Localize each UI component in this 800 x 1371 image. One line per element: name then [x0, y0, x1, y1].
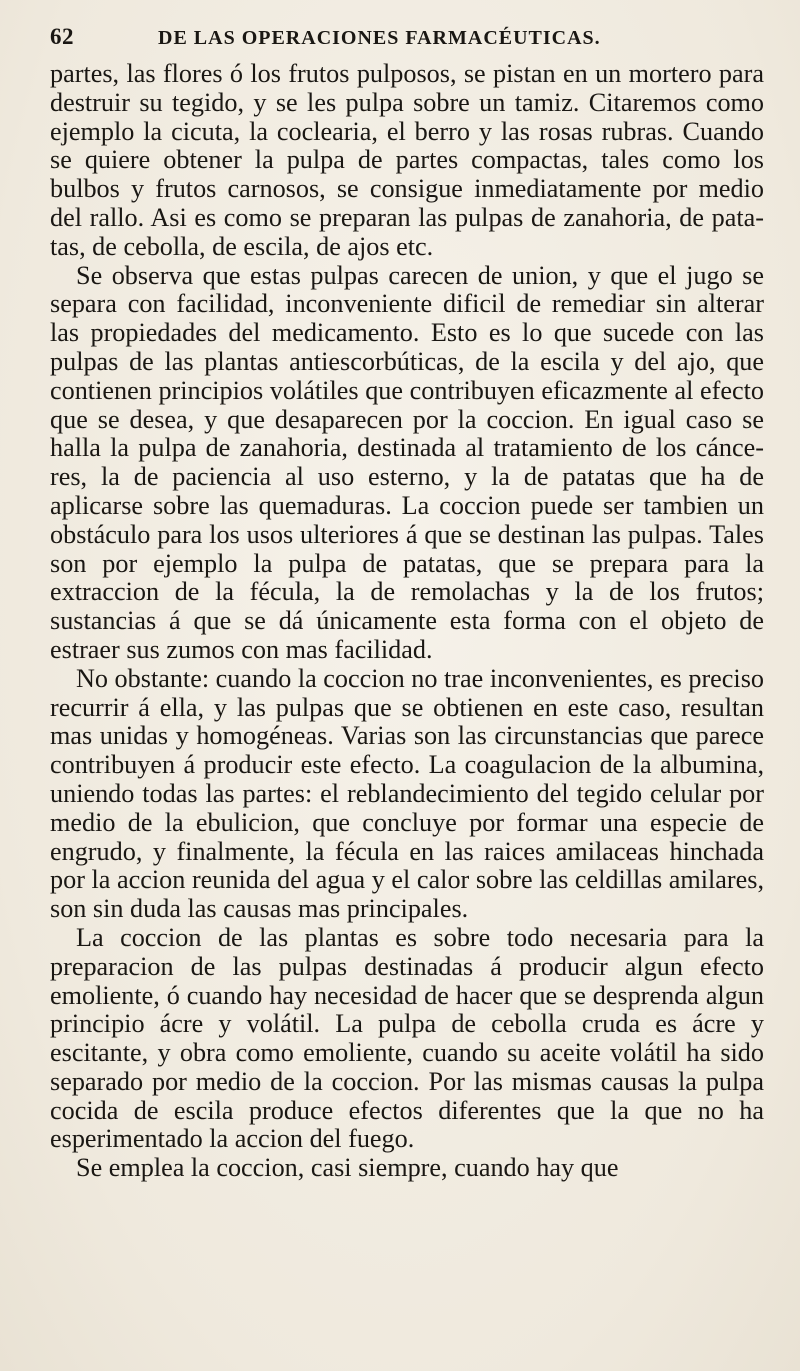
- body-text: [50, 60, 764, 1183]
- paragraph-pulp-separation: Se observa que estas pulpas carecen de union, y que el jugo se separa con facilidad, inconveniente dificil de remediar sin alterar las propiedades del medicamento. Esto es lo que sucede con las pulpas de las plantas antiescorbúticas, de la escila y del ajo, que contienen principios volátiles que contribuyen eficazmente al efecto que se desea, y que desaparecen por la coccion. En igual caso se halla la pulpa de zanahoria, destinada al tratamiento de los cánceres, la de paciencia al uso esterno, y la de patatas que ha de aplicarse sobre las quemaduras. La coccion puede ser tambien un obstáculo para los usos ulteriores á que se destinan las pulpas. Tales son por ejemplo la pulpa de patatas, que se prepara para la extraccion de la fécula, la de remolachas y la de los frutos; sustancias á que se dá únicamente esta forma con el objeto de estraer sus zumos con mas facilidad.: [50, 260, 764, 664]
- paragraph-emollient-pulps: La coccion de las plantas es sobre todo necesaria para la preparacion de las pulpas destinadas á producir algun efecto emoliente, ó cuando hay necesidad de hacer que se desprenda algun principio ácre y volátil. La pulpa de cebolla cruda es ácre y escitante, y obra como emoliente, cuando su aceite volátil ha sido separado por medio de la coccion. Por las mismas causas la pulpa cocida de escila produce efectos diferentes que la que no ha esperimentado la accion del fuego.: [50, 922, 764, 1154]
- paragraph-continuation: partes, las flores ó los frutos pulposos, se pistan en un mortero para destruir su tegido, y se les pulpa sobre un tamiz. Citaremos como ejemplo la cicuta, la coclearia, el berro y las rosas rubras. Cuando se quiere obtener la pulpa de partes compactas, tales como los bulbos y frutos carnosos, se consigue inmediatamente por medio del rallo. Asi es como se preparan las pulpas de zanahoria, de patatas, de cebolla, de escila, de ajos etc.: [50, 59, 764, 261]
- paragraph-coction-benefits: No obstante: cuando la coccion no trae inconvenientes, es preciso recurrir á ella, y las pulpas que se obtienen en este caso, resultan mas unidas y homogéneas. Varias son las circunstancias que parece contribuyen á producir este efecto. La coagulacion de la albumina, uniendo todas las partes: el reblandecimiento del tegido celular por medio de la ebulicion, que concluye por formar una especie de engrudo, y finalmente, la fécula en las raices amilaceas hinchada por la accion reunida del agua y el calor sobre las celdillas amilares, son sin duda las causas mas principales.: [50, 663, 764, 924]
- page-number: 62: [50, 24, 74, 49]
- page-header: [50, 24, 764, 60]
- running-title: DE LAS OPERACIONES FARMACÉUTICAS.: [158, 27, 601, 49]
- paragraph-final-line: Se emplea la coccion, casi siempre, cuando hay que: [76, 1153, 619, 1183]
